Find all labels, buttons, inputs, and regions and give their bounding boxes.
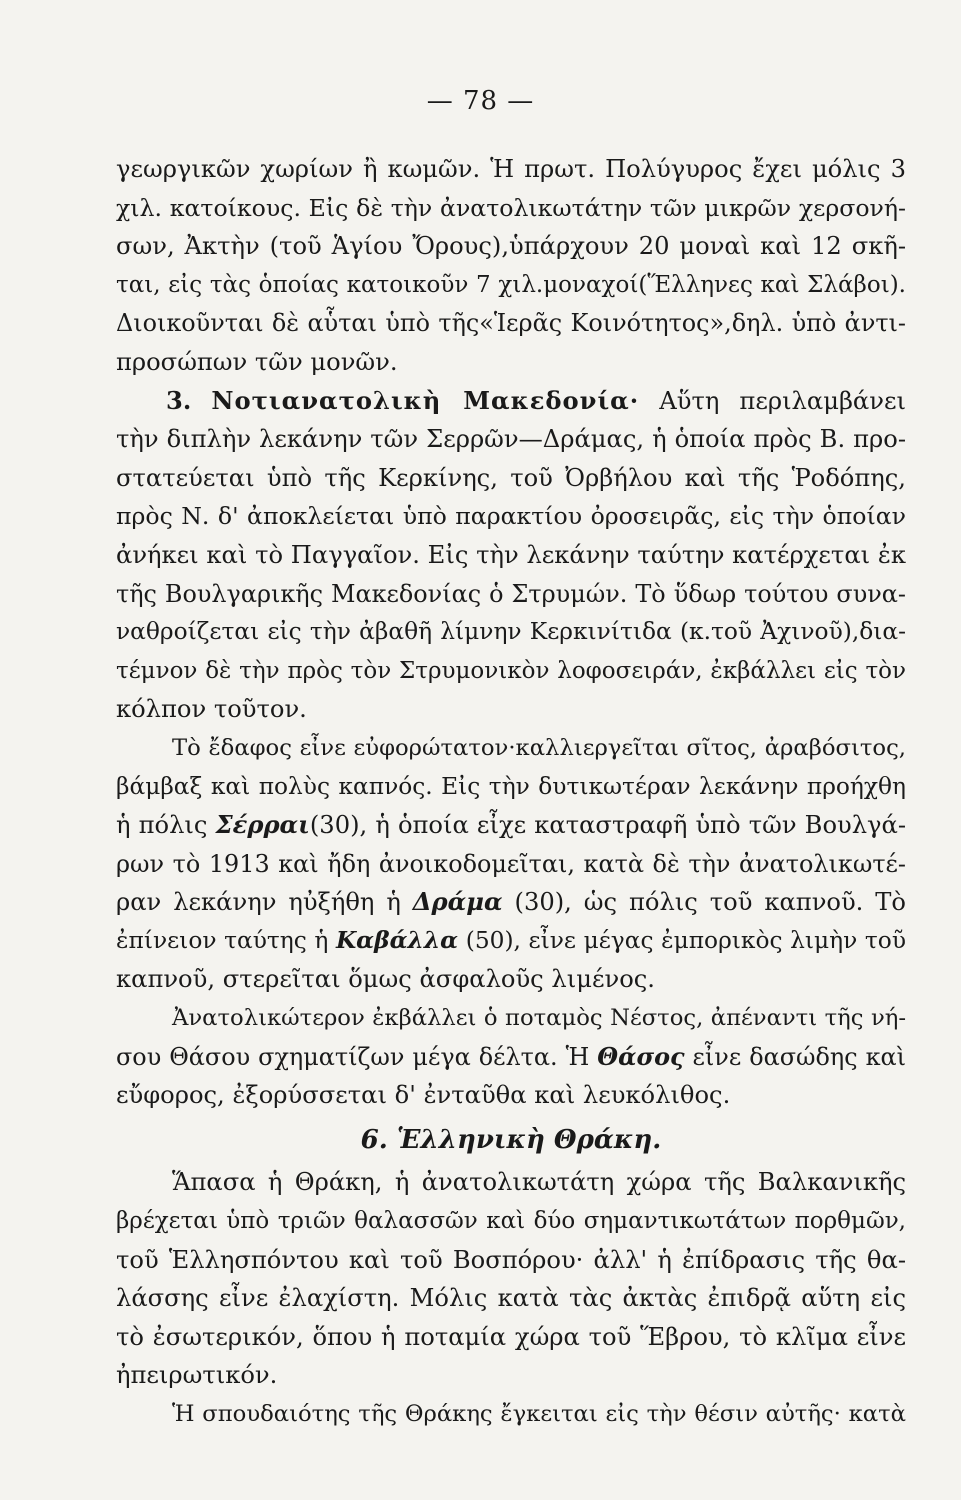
text-line: εὔφορος, ἐξορύσσεται δ' ἐνταῦθα καὶ λευκόλιθος. — [116, 1081, 731, 1110]
text-line — [116, 1038, 906, 1077]
text-fragment: ραν λεκάνην ηὐξήθη ἡ — [116, 888, 413, 917]
text-line: τὴν διπλὴν λεκάνην τῶν Σερρῶν—Δράμας, ἡ ὁποία πρὸς Β. προ- — [116, 425, 906, 454]
text-line: πρὸς Ν. δ' ἀποκλείεται ὑπὸ παρακτίου ὀροσειρᾶς, εἰς τὴν ὁποίαν — [116, 502, 906, 531]
section-3 — [116, 382, 906, 729]
text-line: προσώπων τῶν μονῶν. — [116, 347, 398, 376]
page-number: — 78 — — [426, 86, 535, 116]
text-line: γεωργικῶν χωρίων ἢ κωμῶν. Ἡ πρωτ. Πολύγυρος ἔχει μόλις 3 — [116, 155, 906, 183]
text-line: Τὸ ἔδαφος εἶνε εὐφορώτατον·καλλιεργεῖται σῖτος, ἀραβόσιτος, — [172, 734, 906, 761]
text-line: ἠπειρωτικόν. — [116, 1361, 278, 1390]
paragraph-importance — [116, 1395, 906, 1434]
text-line: στατεύεται ὑπὸ τῆς Κερκίνης, τοῦ Ὀρβήλου καὶ τῆς Ῥοδόπης, — [116, 463, 906, 492]
text-line: καπνοῦ, στερεῖται ὅμως ἀσφαλοῦς λιμένος. — [116, 965, 655, 994]
text-line: Ἡ σπουδαιότης τῆς Θράκης ἔγκειται εἰς τὴν θέσιν αὐτῆς· κατὰ — [172, 1401, 906, 1427]
text-line: βάμβαξ καὶ πολὺς καπνός. Εἰς τὴν δυτικωτέραν λεκάνην προήχθη — [116, 772, 906, 800]
text-line: βρέχεται ὑπὸ τριῶν θαλασσῶν καὶ δύο σημαντικωτάτων πορθμῶν, — [116, 1208, 906, 1235]
text-line: Διοικοῦνται δὲ αὗται ὑπὸ τῆς«Ἱερᾶς Κοινότητος»,δηλ. ὑπὸ ἀντι- — [116, 309, 906, 338]
text-line: Ἀνατολικώτερον ἐκβάλλει ὁ ποταμὸς Νέστος, ἀπέναντι τῆς νή- — [172, 1005, 906, 1032]
island-name-thasos: Θάσος — [597, 1042, 685, 1071]
text-line: τὸ ἐσωτερικόν, ὅπου ἡ ποταμία χώρα τοῦ Ἕβρου, τὸ κλῖμα εἶνε — [116, 1322, 906, 1351]
text-fragment: (50), εἶνε μέγας ἐμπορικὸς λιμὴν τοῦ — [458, 926, 906, 954]
city-name-kavala: Καβάλλα — [335, 926, 459, 954]
text-line — [116, 922, 906, 961]
text-line — [116, 806, 906, 845]
text-fragment: εἶνε δασώδης καὶ — [684, 1042, 906, 1071]
text-line: τῆς Βουλγαρικῆς Μακεδονίας ὁ Στρυμών. Τὸ ὕδωρ τούτου συνα- — [116, 579, 906, 608]
text-line: Αὕτη περιλαμβάνει — [659, 386, 906, 415]
paragraph-thrace — [116, 1163, 906, 1395]
section-title: Νοτιανατολικὴ Μακεδονία· — [211, 385, 640, 415]
text-line: ἀνήκει καὶ τὸ Παγγαῖον. Εἰς τὴν λεκάνην ταύτην κατέρχεται ἐκ — [116, 540, 906, 569]
text-line — [116, 883, 906, 922]
paragraph-athos — [116, 150, 906, 382]
text-line: ρων τὸ 1913 καὶ ἤδη ἀνοικοδομεῖται, κατὰ δὲ τὴν ἀνατολικωτέ- — [116, 849, 906, 878]
text-line: ναθροίζεται εἰς τὴν ἀβαθῆ λίμνην Κερκινίτιδα (κ.τοῦ Ἀχινοῦ),δια- — [116, 618, 906, 646]
paragraph-nestos — [116, 999, 906, 1115]
text-line: τέμνον δὲ τὴν πρὸς τὸν Στρυμονικὸν λοφοσειράν, ἐκβάλλει εἰς τὸν — [116, 657, 906, 684]
text-line: σων, Ἀκτὴν (τοῦ Ἁγίου Ὄρους),ὑπάρχουν 20 μοναὶ καὶ 12 σκῆ- — [116, 232, 906, 261]
text-line: χιλ. κατοίκους. Εἰς δὲ τὴν ἀνατολικωτάτην τῶν μικρῶν χερσονή- — [116, 193, 906, 222]
city-name-serres: Σέρραι — [215, 810, 310, 840]
paragraph-soil — [116, 729, 906, 999]
text-line: λάσσης εἶνε ἐλαχίστη. Μόλις κατὰ τὰς ἀκτὰς ἐπιδρᾷ αὕτη εἰς — [116, 1284, 906, 1313]
text-fragment: (30), ὡς πόλις τοῦ καπνοῦ. Τὸ — [502, 888, 906, 917]
section-heading-thrace: 6. Ἑλληνικὴ Θράκη. — [360, 1124, 662, 1155]
section-number: 3. — [166, 385, 192, 415]
text-line: ται, εἰς τὰς ὁποίας κατοικοῦν 7 χιλ.μοναχοί(Ἕλληνες καὶ Σλάβοι). — [116, 271, 906, 298]
text-line: κόλπον τοῦτον. — [116, 695, 307, 724]
page-body — [116, 150, 906, 1434]
text-fragment: ἡ πόλις — [116, 811, 216, 840]
text-fragment: (30), ἡ ὁποία εἶχε καταστραφῆ ὑπὸ τῶν Βουλγά- — [309, 811, 907, 840]
text-fragment: ἐπίνειον ταύτης ἡ — [116, 926, 336, 954]
text-line: τοῦ Ἑλλησπόντου καὶ τοῦ Βοσπόρου· ἀλλ' ἡ ἐπίδρασις τῆς θα- — [116, 1245, 906, 1274]
text-line: Ἅπασα ἡ Θράκη, ἡ ἀνατολικωτάτη χώρα τῆς Βαλκανικῆς — [172, 1168, 906, 1197]
city-name-drama: Δράμα — [412, 887, 503, 917]
text-fragment: σου Θάσου σχηματίζων μέγα δέλτα. Ἡ — [116, 1042, 598, 1071]
section-3-first-line — [116, 382, 906, 421]
